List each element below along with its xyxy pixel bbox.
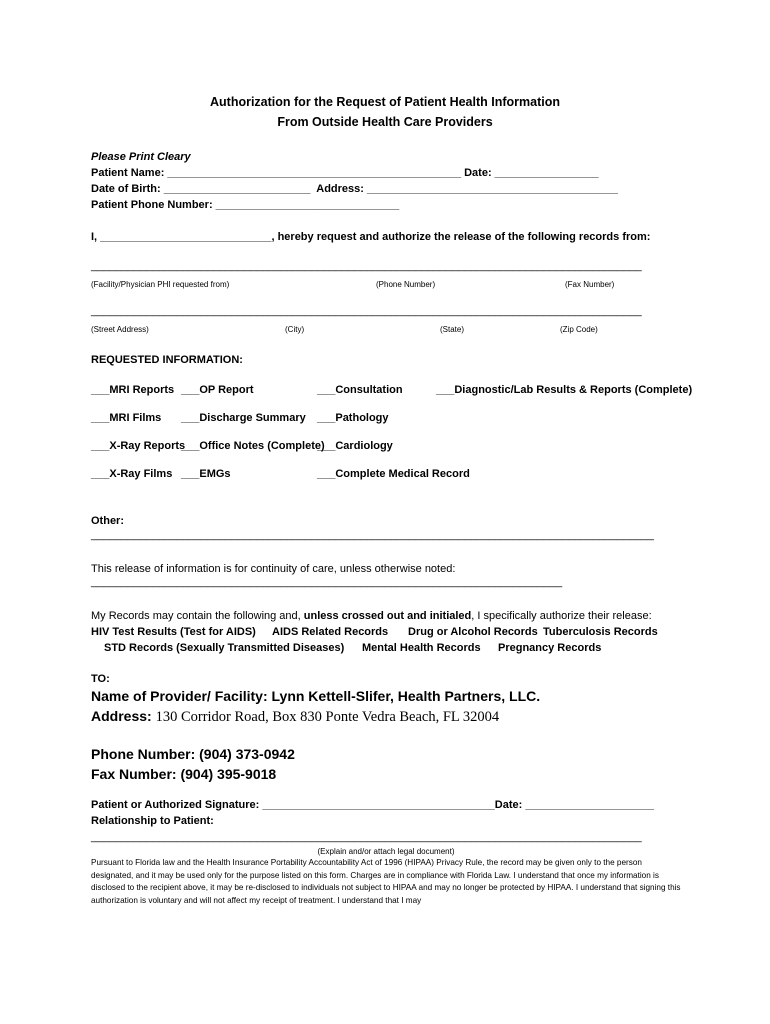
print-note: Please Print Cleary — [91, 151, 191, 163]
sensitive-item: Mental Health Records — [362, 642, 481, 654]
checklist-item[interactable]: ___X-Ray Reports — [91, 440, 186, 452]
provider-address: Address: 130 Corridor Road, Box 830 Ponte Vedra Beach, FL 32004 — [91, 708, 500, 725]
facility-rule[interactable]: __________________________________________________________________________________________ — [91, 260, 642, 272]
signature-field[interactable]: Patient or Authorized Signature: ______________________________________Date: _____________________ — [91, 799, 654, 811]
sensitive-item: AIDS Related Records — [272, 626, 389, 638]
provider-phone: Phone Number: (904) 373-0942 — [91, 746, 295, 762]
address-rule[interactable]: __________________________________________________________________________________________ — [91, 305, 642, 317]
checklist-item[interactable]: ___Cardiology — [317, 440, 393, 452]
dob-address-field[interactable]: Date of Birth: ________________________ Address: _________________________________________ — [91, 183, 618, 195]
checklist-item[interactable]: ___MRI Films — [91, 412, 162, 424]
checklist-item[interactable]: ___OP Report — [181, 384, 254, 396]
other-label: Other: — [91, 515, 124, 527]
sensitive-item: Pregnancy Records — [498, 642, 602, 654]
legal-text: Pursuant to Florida law and the Health Insurance Portability Accountability Act of 1996 (HIPAA) Privacy Rule, the record may be given only to the person designated, and it may be used only for the purpose listed on this form. Charges are in compliance with Florida Law. I understand that once my information is disclosed to the recipient above, it may be re-disclosed to individuals not subject to HIPAA and may no longer be protected by HIPAA. I understand that signing this authorization is voluntary and will not affect my receipt of treatment. I understand that I may — [91, 858, 681, 905]
relationship-rule[interactable]: __________________________________________________________________________________________ — [91, 831, 642, 843]
phone-label: (Phone Number) — [376, 280, 436, 289]
continuity-rule[interactable]: _____________________________________________________________________________ — [91, 576, 563, 588]
checklist-item[interactable]: ___Pathology — [317, 412, 389, 424]
state-label: (State) — [440, 325, 465, 334]
request-statement[interactable]: I, ____________________________, hereby request and authorize the release of the following records from: — [91, 231, 651, 243]
zip-label: (Zip Code) — [560, 325, 598, 334]
sensitive-item: Drug or Alcohol Records — [408, 626, 538, 638]
sensitive-intro: My Records may contain the following and, unless crossed out and initialed, I specifically authorize their release: — [91, 610, 652, 622]
checklist-item[interactable]: ___Office Notes (Complete) — [181, 440, 325, 452]
provider-name: Name of Provider/ Facility: Lynn Kettell-Slifer, Health Partners, LLC. — [91, 688, 541, 704]
relationship-label: Relationship to Patient: — [91, 815, 214, 827]
to-label: TO: — [91, 673, 110, 685]
fax-label: (Fax Number) — [565, 280, 615, 289]
continuity-text: This release of information is for continuity of care, unless otherwise noted: — [91, 563, 456, 575]
sensitive-item: HIV Test Results (Test for AIDS) — [91, 626, 256, 638]
facility-label: (Facility/Physician PHI requested from) — [91, 280, 230, 289]
checklist-item[interactable]: ___X-Ray Films — [91, 468, 173, 480]
checklist-item[interactable]: ___Discharge Summary — [181, 412, 306, 424]
provider-fax: Fax Number: (904) 395-9018 — [91, 766, 277, 782]
checklist-item[interactable]: ___Complete Medical Record — [317, 468, 470, 480]
patient-phone-field[interactable]: Patient Phone Number: ______________________________ — [91, 199, 400, 211]
explain-note: (Explain and/or attach legal document) — [317, 847, 455, 856]
checklist-item[interactable]: ___MRI Reports — [91, 384, 175, 396]
city-label: (City) — [285, 325, 305, 334]
patient-name-field[interactable]: Patient Name: ________________________________________________ Date: _________________ — [91, 167, 599, 179]
checklist-item[interactable]: ___EMGs — [181, 468, 231, 480]
form-title-line1: Authorization for the Request of Patient Health Information — [210, 95, 560, 109]
requested-heading: REQUESTED INFORMATION: — [91, 354, 243, 366]
street-label: (Street Address) — [91, 325, 149, 334]
other-rule[interactable]: ____________________________________________________________________________________________ — [91, 529, 654, 541]
checklist-item[interactable]: ___Consultation — [317, 384, 403, 396]
sensitive-item: STD Records (Sexually Transmitted Diseases) — [104, 642, 345, 654]
form-title-line2: From Outside Health Care Providers — [277, 115, 493, 129]
checklist-item[interactable]: ___Diagnostic/Lab Results & Reports (Complete) — [436, 384, 693, 396]
sensitive-item: Tuberculosis Records — [543, 626, 658, 638]
